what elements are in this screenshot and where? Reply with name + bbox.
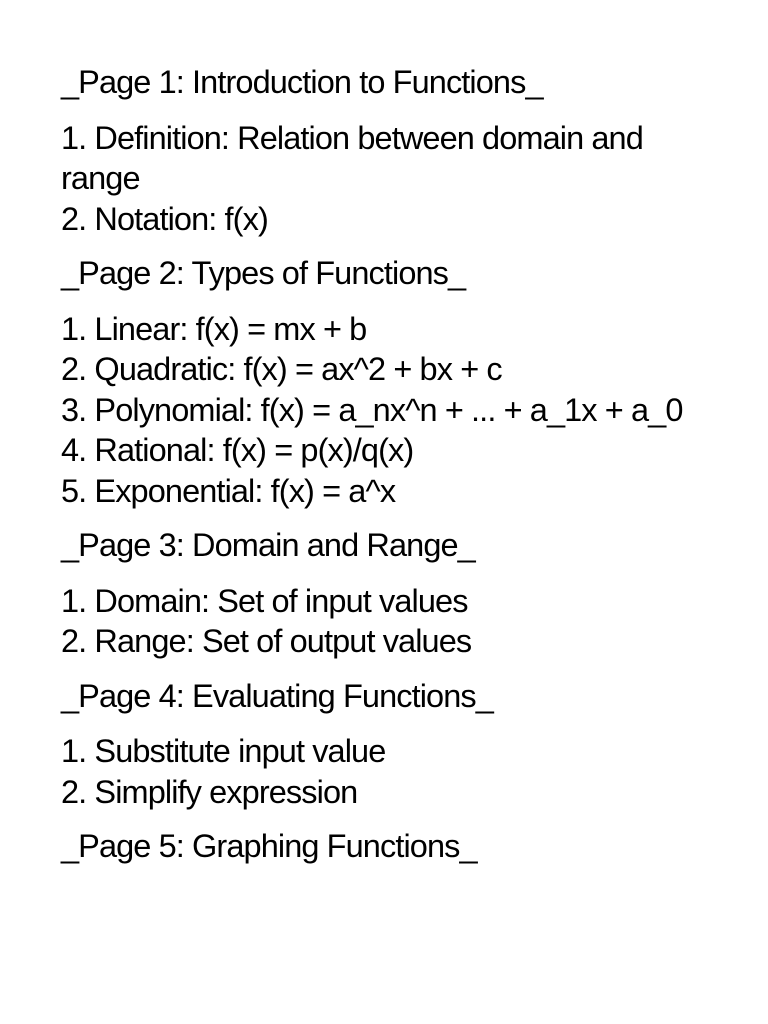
section-list — [61, 118, 721, 240]
section-page-5 — [61, 826, 721, 867]
list-item: 2. Quadratic: f(x) = ax^2 + bx + c — [61, 351, 502, 387]
section-page-3 — [61, 525, 721, 662]
list-item: 1. Domain: Set of input values — [61, 582, 468, 619]
list-item: 5. Exponential: f(x) = a^x — [61, 472, 396, 509]
section-page-2 — [61, 253, 721, 511]
list-item: 3. Polynomial: f(x) = a_nx^n + ... + a_1x + a_0 — [61, 391, 683, 428]
section-list — [61, 731, 721, 812]
document-body — [61, 62, 721, 867]
section-heading: _Page 3: Domain and Range_ — [61, 527, 475, 563]
section-heading: _Page 5: Graphing Functions_ — [61, 828, 477, 864]
list-item: 4. Rational: f(x) = p(x)/q(x) — [61, 432, 414, 468]
section-heading: _Page 2: Types of Functions_ — [61, 255, 466, 291]
list-item: 2. Notation: f(x) — [61, 200, 268, 237]
list-item: 2. Simplify expression — [61, 773, 358, 810]
list-item: 1. Linear: f(x) = mx + b — [61, 310, 367, 347]
section-heading: _Page 4: Evaluating Functions_ — [61, 677, 493, 714]
list-item: 1. Definition: Relation between domain and range — [61, 119, 643, 196]
section-page-1 — [61, 62, 721, 239]
section-list — [61, 581, 721, 662]
section-page-4 — [61, 676, 721, 813]
section-heading: _Page 1: Introduction to Functions_ — [61, 64, 543, 100]
section-list — [61, 309, 721, 512]
list-item: 2. Range: Set of output values — [61, 623, 472, 659]
list-item: 1. Substitute input value — [61, 733, 386, 769]
